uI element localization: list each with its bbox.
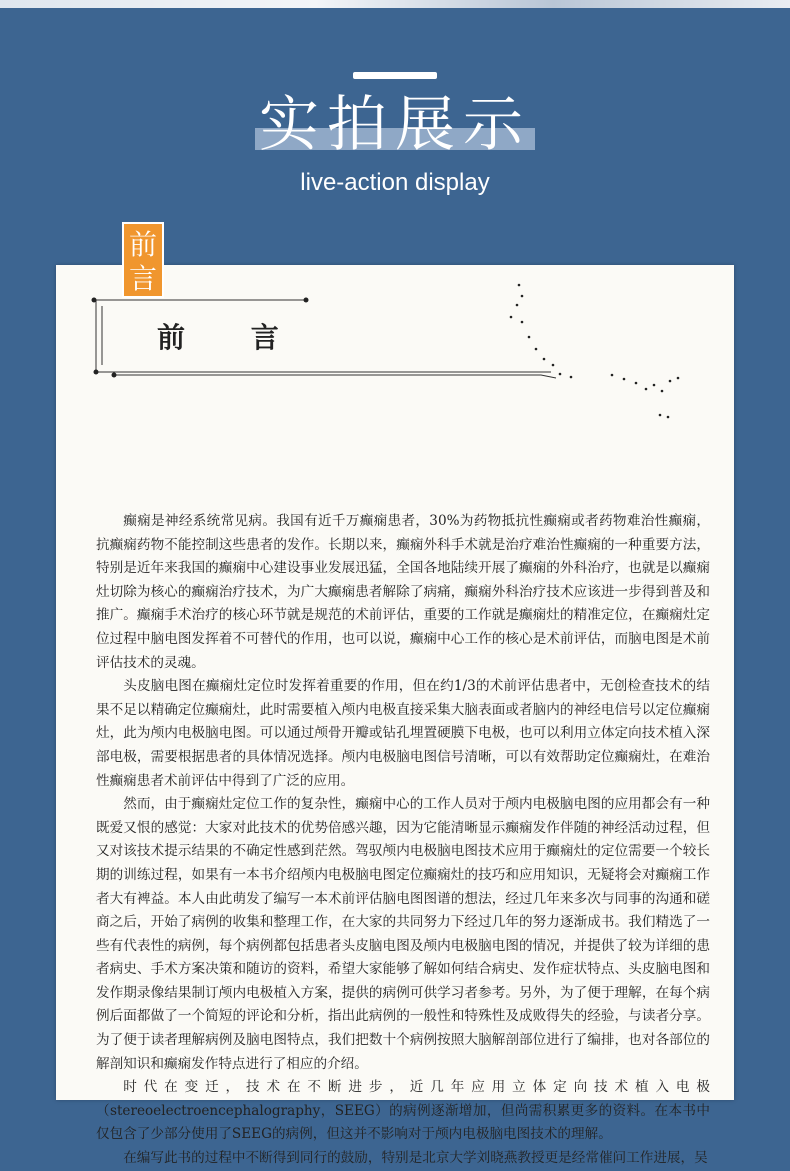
paragraph: 然而，由于癫痫灶定位工作的复杂性，癫痫中心的工作人员对于颅内电极脑电图的应用都会有一种既爱又恨的感觉：大家对此技术的优势倍感兴趣，因为它能清晰显示癫痫发作伴随的神经活动过程，但又对该技术提示结果的不确定性感到茫然。驾驭颅内电极脑电图技术应用于癫痫灶的定位需要一个较长期的训练过程，如果有一本书介绍颅内电极脑电图定位癫痫灶的技巧和应用知识，无疑将会对癫痫工作者大有裨益。本人由此萌发了编写一本术前评估脑电图图谱的想法，经过几年来多次与同事的沟通和磋商之后，开始了病例的收集和整理工作，在大家的共同努力下经过几年的努力逐渐成书。我们精选了一些有代表性的病例，每个病例都包括患者头皮脑电图及颅内电极脑电图的情况，并提供了较为详细的患者病史、手术方案决策和随访的资料，希望大家能够了解如何结合病史、发作症状特点、头皮脑电图和发作期录像结果制订颅内电极植入方案，提供的病例可供学习者参考。另外，为了便于理解，在每个病例后面都做了一个简短的评论和分析，指出此病例的一般性和特殊性及成败得失的经验，与读者分享。为了便于读者理解病例及脑电图特点，我们把数十个病例按照大脑解剖部位进行了编排，也对各部位的解剖知识和癫痫发作特点进行了相应的介绍。 [96,796,710,1072]
document-heading: 前 言 [157,321,307,354]
title-accent-bar [353,72,437,79]
section-tag [122,222,164,298]
page-title: 实拍展示 [259,90,531,160]
top-decorative-strip [0,0,790,8]
document-body [96,510,710,1171]
section-tag-char-2: 言 [128,262,157,295]
paragraph: 在编写此书的过程中不断得到同行的鼓励，特别是北京大学刘晓燕教授更是经常催问工作进展，吴 [123,1150,708,1167]
paragraph: 癫痫是神经系统常见病。我国有近千万癫痫患者，30%为药物抵抗性癫痫或者药物难治性癫痫，抗癫痫药物不能控制这些患者的发作。长期以来，癫痫外科手术就是治疗难治性癫痫的一种重要方法，特别是近年来我国的癫痫中心建设事业发展迅猛，全国各地陆续开展了癫痫的外科治疗，也就是以癫痫灶切除为核心的癫痫治疗技术，为广大癫痫患者解除了病痛，癫痫外科治疗技术应该进一步得到普及和推广。癫痫手术治疗的核心环节就是规范的术前评估，重要的工作就是癫痫灶的精准定位，在癫痫灶定位过程中脑电图发挥着不可替代的作用，也可以说，癫痫中心工作的核心是术前评估，而脑电图是术前评估技术的灵魂。 [96,513,710,671]
paragraph: 时代在变迁，技术在不断进步，近几年应用立体定向技术植入电极（stereoelectroencephalography，SEEG）的病例逐渐增加，但尚需积累更多的资料。在本书中仅包含了少部分使用了SEEG的病例，但这并不影响对于颅内电极脑电图技术的理解。 [96,1079,710,1143]
page-subtitle: live-action display [300,169,490,196]
paragraph: 头皮脑电图在癫痫灶定位时发挥着重要的作用，但在约1/3的术前评估患者中，无创检查技术的结果不足以精确定位癫痫灶，此时需要植入颅内电极直接采集大脑表面或者脑内的神经电信号以定位癫痫灶，此为颅内电极脑电图。可以通过颅骨开瓣或钻孔埋置硬膜下电极，也可以利用立体定向技术植入深部电极，需要根据患者的具体情况选择。颅内电极脑电图信号清晰，可以有效帮助定位癫痫灶，在难治性癫痫患者术前评估中得到了广泛的应用。 [96,678,710,789]
section-tag-char-1: 前 [128,228,157,261]
